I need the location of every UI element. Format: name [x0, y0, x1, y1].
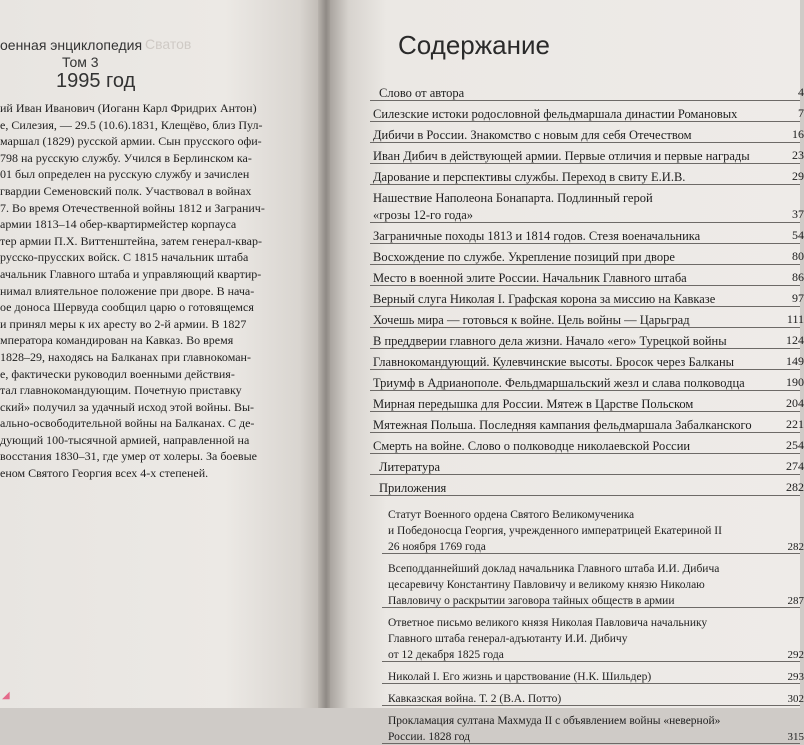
toc-entry[interactable]: [330, 106, 800, 123]
toc-page-number: 7: [798, 106, 804, 121]
toc-entry[interactable]: [330, 691, 800, 707]
toc-entry-title: Статут Военного ордена Святого Великомученика: [388, 507, 778, 523]
toc-entry[interactable]: [330, 459, 800, 476]
toc-entry-title: Прокламация султана Махмуда II с объявлением войны «неверной»: [388, 713, 778, 729]
toc-entry[interactable]: [330, 396, 800, 413]
bio-line: тер армии П.Х. Виттенштейна, затем генерал-квар-: [0, 233, 310, 250]
bio-line: ский» получил за удачный исход этой войны. Вы-: [0, 399, 310, 416]
toc-page-number: 4: [798, 85, 804, 100]
toc-page-number: 29: [792, 169, 804, 184]
toc-entry-title: Заграничные походы 1813 и 1814 годов. Стезя военачальника: [373, 228, 778, 245]
toc-entry-title: Литература: [379, 459, 778, 476]
toc-entry-title: Главнокомандующий. Кулевчинские высоты. Бросок через Балканы: [373, 354, 778, 371]
toc-entry-title: России. 1828 год: [388, 729, 778, 745]
bio-line: 7. Во время Отечественной войны 1812 и Загранич-: [0, 200, 310, 217]
toc-page-number: 23: [792, 148, 804, 163]
toc-entry[interactable]: [330, 333, 800, 350]
toc-page-number: 37: [792, 207, 804, 222]
toc-entry-title: Место в военной элите России. Начальник Главного штаба: [373, 270, 778, 287]
toc-entry-title: цесаревичу Константину Павловичу и великому князю Николаю: [388, 577, 778, 593]
toc-entry-title: и Победоносца Георгия, учрежденного императрицей Екатериной II: [388, 523, 778, 539]
toc-entry[interactable]: [330, 713, 800, 745]
toc-page-number: 16: [792, 127, 804, 142]
bio-line: 01 был определен на русскую службу и зачислен: [0, 166, 310, 183]
table-of-contents: [330, 85, 800, 745]
toc-page-number: 54: [792, 228, 804, 243]
toc-page-number: 292: [788, 649, 804, 661]
bio-line: гвардии Семеновский полк. Участвовал в войнах: [0, 183, 310, 200]
toc-page-number: 204: [786, 396, 804, 411]
toc-entry[interactable]: [330, 127, 800, 144]
toc-entry-title: Всеподданнейший доклад начальника Главного штаба И.И. Дибича: [388, 561, 778, 577]
toc-entry-title: 26 ноября 1769 года: [388, 539, 778, 555]
bio-line: тал главнокомандующим. Почетную приставку: [0, 382, 310, 399]
bio-line: мператора командирован на Кавказ. Во время: [0, 332, 310, 349]
toc-entry[interactable]: [330, 669, 800, 685]
toc-page-number: 293: [788, 671, 804, 683]
bio-line: русско-прусских войск. С 1815 начальник штаба: [0, 249, 310, 266]
toc-entry-title: Павловичу о раскрытии заговора тайных обществ в армии: [388, 593, 778, 609]
toc-entry-title: Силезские истоки родословной фельдмаршала династии Романовых: [373, 106, 778, 123]
toc-page-number: 254: [786, 438, 804, 453]
year-label: 1995 год: [56, 70, 135, 93]
bleed-through-text: Сватов: [145, 36, 191, 52]
toc-entry[interactable]: [330, 480, 800, 497]
edge-mark: ◢: [2, 690, 8, 700]
toc-page-number: 124: [786, 333, 804, 348]
bio-line: е, Силезия, — 29.5 (10.6).1831, Клещёво, близ Пул-: [0, 117, 310, 134]
toc-entry[interactable]: [330, 228, 800, 245]
bio-line: и принял меры к их аресту во 2-й армии. В 1827: [0, 316, 310, 333]
toc-entry[interactable]: [330, 249, 800, 266]
encyclopedia-title: оенная энциклопедия: [0, 37, 142, 53]
toc-entry-title: Смерть на войне. Слово о полководце николаевской России: [373, 438, 778, 455]
toc-entry-title: Мирная передышка для России. Мятеж в Царстве Польском: [373, 396, 778, 413]
toc-entry-title: Восхождение по службе. Укрепление позиций при дворе: [373, 249, 778, 266]
toc-entry[interactable]: [330, 312, 800, 329]
toc-entry[interactable]: [330, 507, 800, 555]
toc-page-number: 302: [788, 693, 804, 705]
toc-entry[interactable]: [330, 417, 800, 434]
contents-heading: Содержание: [398, 30, 550, 61]
toc-page-number: 221: [786, 417, 804, 432]
bio-line: ально-освободительной войны на Балканах. С де-: [0, 415, 310, 432]
bio-line: дующий 100-тысячной армией, направленной на: [0, 432, 310, 449]
toc-entry[interactable]: [330, 615, 800, 663]
toc-entry-title: Хочешь мира — готовься к войне. Цель войны — Царьград: [373, 312, 778, 329]
toc-entry-title: Главного штаба генерал-адъютанту И.И. Дибичу: [388, 631, 778, 647]
toc-page-number: 80: [792, 249, 804, 264]
toc-page-number: 315: [788, 731, 804, 743]
toc-entry-title: Верный слуга Николая I. Графская корона за миссию на Кавказе: [373, 291, 778, 308]
toc-entry-title: Триумф в Адрианополе. Фельдмаршальский жезл и слава полководца: [373, 375, 778, 392]
toc-entry-title: Иван Дибич в действующей армии. Первые отличия и первые награды: [373, 148, 778, 165]
toc-entry-title: Слово от автора: [379, 85, 778, 102]
bio-line: е, фактически руководил военными действия-: [0, 366, 310, 383]
toc-page-number: 282: [788, 541, 804, 553]
toc-page-number: 190: [786, 375, 804, 390]
toc-page-number: 287: [788, 595, 804, 607]
toc-page-number: 97: [792, 291, 804, 306]
bio-line: маршал (1829) русской армии. Сын прусского офи-: [0, 133, 310, 150]
toc-entry-title: В преддверии главного дела жизни. Начало «его» Турецкой войны: [373, 333, 778, 350]
toc-entry[interactable]: [330, 561, 800, 609]
toc-entry-title: «грозы 12-го года»: [373, 207, 778, 224]
toc-entry-title: Дибичи в России. Знакомство с новым для себя Отечеством: [373, 127, 778, 144]
toc-entry-title: Кавказская война. Т. 2 (В.А. Потто): [388, 691, 778, 707]
left-page: [0, 0, 322, 708]
toc-entry[interactable]: [330, 291, 800, 308]
toc-entry[interactable]: [330, 169, 800, 186]
bio-line: нимал влиятельное положение при дворе. В нача-: [0, 283, 310, 300]
bio-line: восстания 1830–31, где умер от холеры. За боевые: [0, 448, 310, 465]
toc-entry[interactable]: [330, 190, 800, 224]
toc-entry-title: от 12 декабря 1825 года: [388, 647, 778, 663]
toc-page-number: 282: [786, 480, 804, 495]
biography-text: [0, 100, 310, 482]
toc-page-number: 274: [786, 459, 804, 474]
bio-line: ое доноса Шервуда сообщил царю о готовящемся: [0, 299, 310, 316]
volume-label: Том 3: [62, 54, 99, 70]
toc-entry[interactable]: [330, 375, 800, 392]
bio-line: 798 на русскую службу. Учился в Берлинском ка-: [0, 150, 310, 167]
bio-line: 1828–29, находясь на Балканах при главнокоман-: [0, 349, 310, 366]
toc-entry-title: Нашествие Наполеона Бонапарта. Подлинный герой: [373, 190, 778, 207]
bio-line: еном Святого Георгия всех 4-х степеней.: [0, 465, 310, 482]
right-page: [330, 0, 800, 708]
bio-line: ачальник Главного штаба и управляющий квартир-: [0, 266, 310, 283]
toc-entry[interactable]: [330, 148, 800, 165]
toc-entry-title: Приложения: [379, 480, 778, 497]
toc-page-number: 111: [787, 312, 804, 327]
bio-line: армии 1813–14 обер-квартирмейстер корпауса: [0, 216, 310, 233]
toc-entry-title: Ответное письмо великого князя Николая Павловича начальнику: [388, 615, 778, 631]
toc-entry[interactable]: [330, 270, 800, 287]
toc-page-number: 86: [792, 270, 804, 285]
bio-line: ий Иван Иванович (Иоганн Карл Фридрих Антон): [0, 100, 310, 117]
toc-entry-title: Дарование и перспективы службы. Переход в свиту Е.И.В.: [373, 169, 778, 186]
toc-entry[interactable]: [330, 438, 800, 455]
toc-entry[interactable]: [330, 354, 800, 371]
toc-entry-title: Мятежная Польша. Последняя кампания фельдмаршала Забалканского: [373, 417, 778, 434]
toc-page-number: 149: [786, 354, 804, 369]
toc-entry-title: Николай I. Его жизнь и царствование (Н.К. Шильдер): [388, 669, 778, 685]
toc-entry[interactable]: [330, 85, 800, 102]
